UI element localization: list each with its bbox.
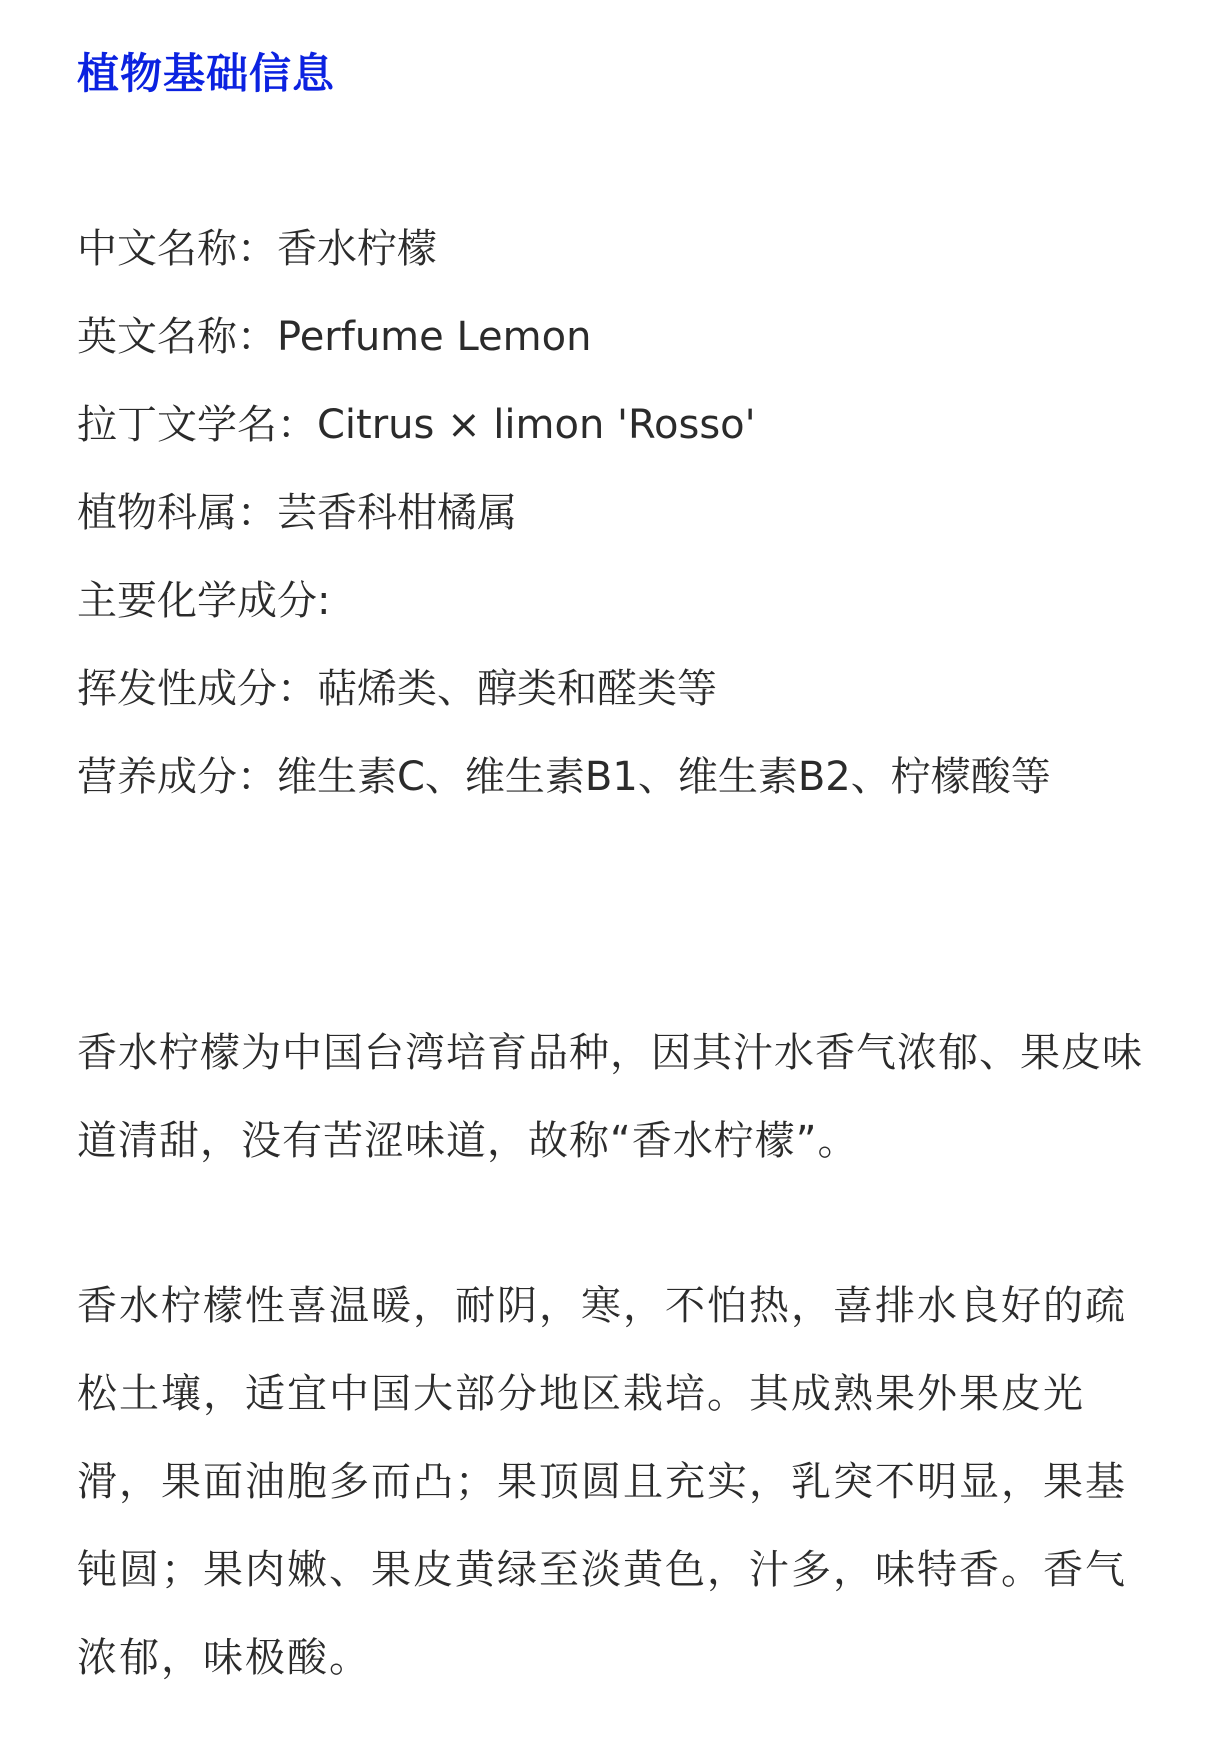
info-row-chemical-components bbox=[77, 557, 1137, 645]
info-label: 主要化学成分: bbox=[77, 578, 331, 624]
info-label: 拉丁文学名： bbox=[77, 402, 317, 448]
paragraph-habit: 香水柠檬性喜温暖，耐阴，寒，不怕热，喜排水良好的疏松土壤，适宜中国大部分地区栽培。其成熟果外果皮光滑，果面油胞多而凸；果顶圆且充实，乳突不明显，果基钝圆；果肉嫩、果皮黄绿至淡黄色，汁多，味特香。香气浓郁，味极酸。 bbox=[77, 1283, 1127, 1681]
info-value: Perfume Lemon bbox=[277, 314, 592, 360]
info-row-family-genus bbox=[77, 469, 1137, 557]
info-value: 萜烯类、醇类和醛类等 bbox=[317, 666, 717, 712]
info-row-latin-name bbox=[77, 381, 1137, 469]
info-row-chinese-name bbox=[77, 205, 1137, 293]
info-value: 香水柠檬 bbox=[277, 226, 437, 272]
info-label: 植物科属： bbox=[77, 490, 277, 536]
plant-info-list bbox=[77, 205, 1137, 821]
paragraph-origin: 香水柠檬为中国台湾培育品种，因其汁水香气浓郁、果皮味道清甜，没有苦涩味道，故称“香水柠檬”。 bbox=[77, 1030, 1143, 1164]
section-title: 植物基础信息 bbox=[77, 49, 336, 98]
info-label: 挥发性成分： bbox=[77, 666, 317, 712]
info-value: 芸香科柑橘属 bbox=[277, 490, 517, 536]
info-value: Citrus × limon 'Rosso' bbox=[317, 402, 756, 448]
info-row-volatile-components bbox=[77, 645, 1137, 733]
info-row-english-name bbox=[77, 293, 1137, 381]
info-label: 营养成分： bbox=[77, 754, 277, 800]
info-label: 英文名称： bbox=[77, 314, 277, 360]
info-label: 中文名称： bbox=[77, 226, 277, 272]
info-row-nutrients bbox=[77, 733, 1137, 821]
info-value: 维生素C、维生素B1、维生素B2、柠檬酸等 bbox=[277, 754, 1051, 800]
